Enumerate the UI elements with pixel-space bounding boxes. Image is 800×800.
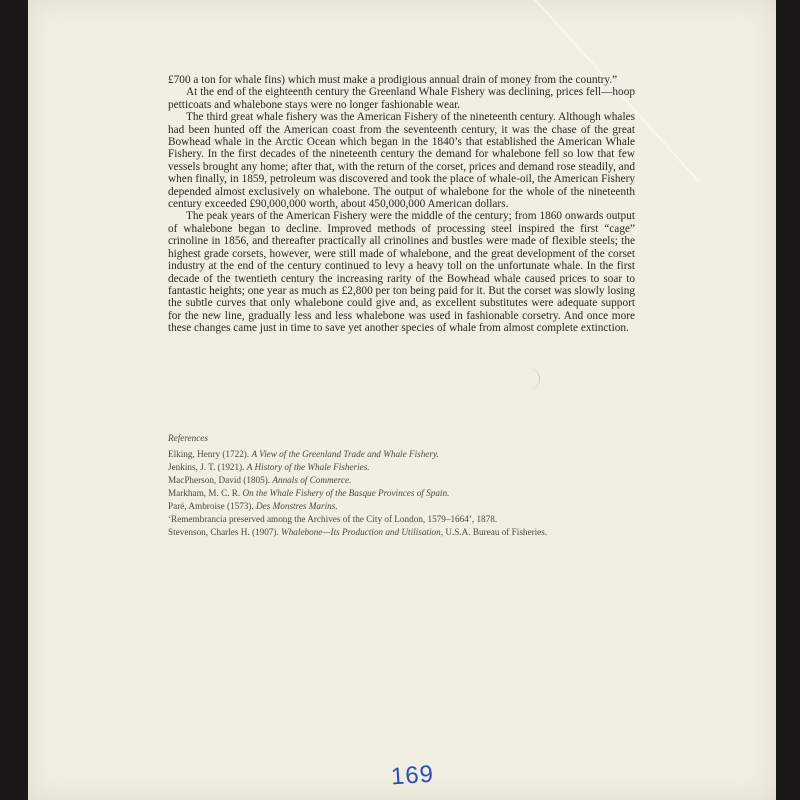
pencil-mark [513, 368, 540, 390]
reference-author: Paré, Ambroise (1573). [168, 501, 257, 511]
paragraph-2: At the end of the eighteenth century the Greenland Whale Fishery was declining, prices fell—hoop petticoats and whalebone stays were no longer fashionable wear. [168, 86, 635, 111]
reference-title: On the Whale Fishery of the Basque Provinces of Spain. [242, 488, 450, 498]
references-section [168, 432, 638, 539]
reference-author: Jenkins, J. T. (1921). [168, 462, 247, 472]
reference-item [168, 487, 638, 500]
reference-title: A View of the Greenland Trade and Whale Fishery. [251, 449, 439, 459]
reference-author: Markham, M. C. R. [168, 488, 243, 498]
reference-author: Stevenson, Charles H. (1907). [168, 527, 282, 537]
reference-item [168, 474, 638, 487]
document-page [28, 0, 776, 800]
reference-author: MacPherson, David (1805). [168, 475, 273, 485]
reference-item [168, 448, 638, 461]
page-number: 169 [390, 760, 435, 791]
paragraph-3: The third great whale fishery was the American Fishery of the nineteenth century. Although whales had been hunted off the American coast from the seventeenth century, it was the chase of the great Bowhead whale in the Arctic Ocean which began in the 1840’s that established the American Whale Fishery. In the first decades of the nineteenth century the demand for whalebone fell so low that few vessels brought any home; after that, with the return of the corset, prices and demand rose steadily, and when finally, in 1859, petroleum was discovered and took the place of whale-oil, the American Fishery depended almost exclusively on whalebone. The output of whalebone for the whole of the nineteenth century exceeded £90,000,000 worth, about 450,000,000 American dollars. [168, 111, 635, 211]
paragraph-4: The peak years of the American Fishery were the middle of the century; from 1860 onwards output of whalebone began to decline. Improved methods of processing steel inspired the first “cage” crinoline in 1856, and thereafter practically all crinolines and bustles were made of flexible steels; the highest grade corsets, however, were still made of whalebone, and the great development of the corset industry at the end of the century continued to levy a heavy toll on the unfortunate whale. In the first decade of the twentieth century the increasing rarity of the Bowhead whale caused prices to soar to fantastic heights; one year as much as £2,800 per ton being paid for it. But the corset was slowly losing the subtle curves that only whalebone could give and, as excellent substitutes were adequate support for the new line, gradually less and less whalebone was used in fashionable corsetry. And once more these changes came just in time to save yet another species of whale from almost complete extinction. [168, 210, 635, 335]
reference-author: Elking, Henry (1722). [168, 449, 252, 459]
paragraph-1: £700 a ton for whale fins) which must make a prodigious annual drain of money from the country.” [168, 74, 618, 86]
reference-item [168, 526, 638, 539]
reference-item [168, 513, 638, 526]
reference-title: Annals of Commerce. [272, 475, 352, 485]
body-text [168, 74, 635, 335]
reference-title: Whalebone—Its Production and Utilisation [281, 527, 441, 537]
reference-rest: , U.S.A. Bureau of Fisheries. [440, 527, 548, 537]
reference-item [168, 461, 638, 474]
references-heading: References [168, 433, 208, 443]
reference-title: Des Monstres Marins. [256, 501, 338, 511]
reference-author: ‘Remembrancia preserved among the Archives of the City of London, 1579–1664’, 1878. [168, 514, 498, 524]
reference-item [168, 500, 638, 513]
reference-title: A History of the Whale Fisheries. [246, 462, 370, 472]
